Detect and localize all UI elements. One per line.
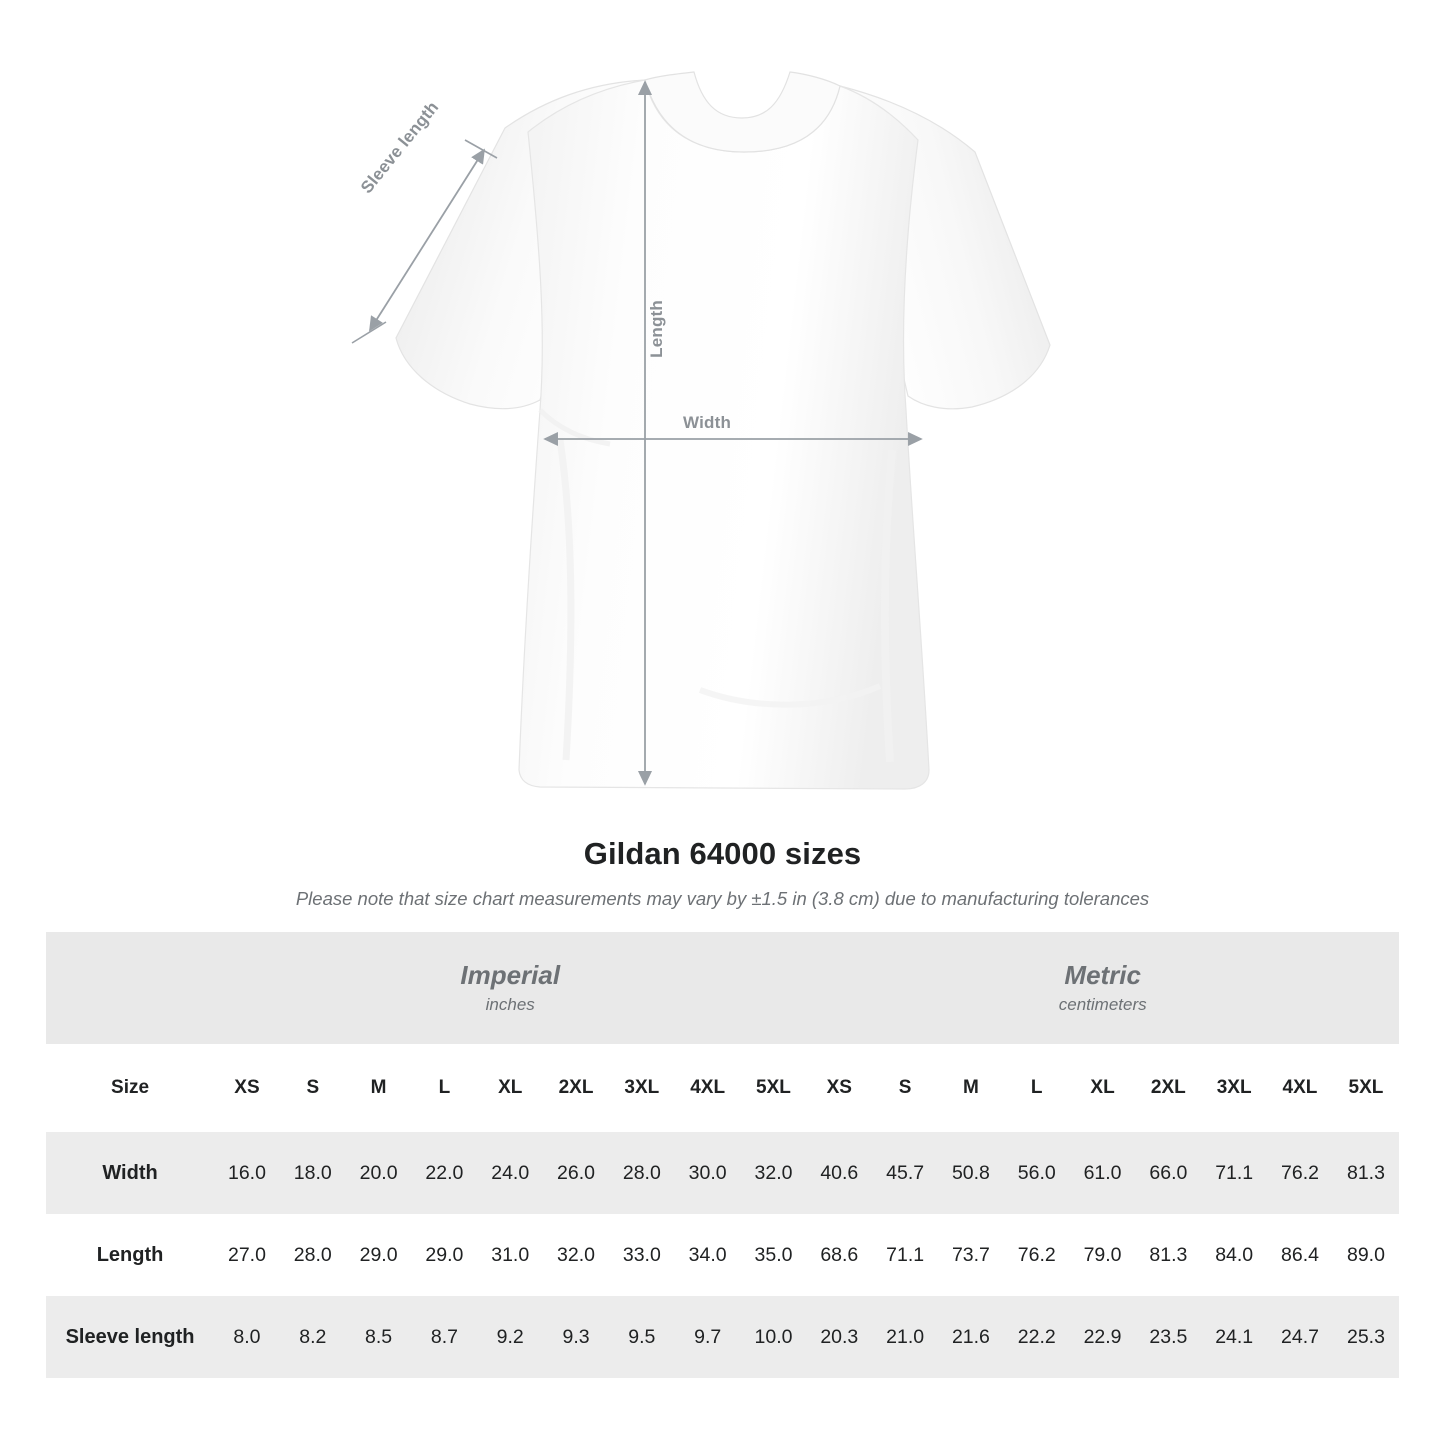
column-header: XS [214,1044,280,1132]
cell: 25.3 [1333,1296,1399,1378]
row-label-sleeve-length: Sleeve length [46,1296,214,1378]
cell: 22.9 [1070,1296,1136,1378]
cell: 8.5 [346,1296,412,1378]
length-label: Length [647,300,666,358]
page-title: Gildan 64000 sizes [583,836,862,871]
cell: 23.5 [1135,1296,1201,1378]
cell: 68.6 [806,1214,872,1296]
cell: 50.8 [938,1132,1004,1214]
cell: 27.0 [214,1214,280,1296]
column-header: 5XL [1333,1044,1399,1132]
unit-imperial-name: Imperial [460,960,561,991]
cell: 32.0 [543,1214,609,1296]
cell: 84.0 [1201,1214,1267,1296]
sleeve-length-label: Sleeve length [357,97,443,197]
cell: 35.0 [741,1214,807,1296]
unit-spacer [46,932,214,1044]
size-table-wrapper [0,932,1445,1378]
cell: 28.0 [280,1214,346,1296]
column-header: 4XL [675,1044,741,1132]
cell: 76.2 [1004,1214,1070,1296]
cell: 8.0 [214,1296,280,1378]
cell: 73.7 [938,1214,1004,1296]
column-header: 2XL [1135,1044,1201,1132]
table-row [46,1214,1399,1296]
column-header: 3XL [609,1044,675,1132]
cell: 21.6 [938,1296,1004,1378]
column-header: L [412,1044,478,1132]
column-header: M [938,1044,1004,1132]
cell: 45.7 [872,1132,938,1214]
cell: 8.7 [412,1296,478,1378]
cell: 20.3 [806,1296,872,1378]
cell: 28.0 [609,1132,675,1214]
table-header-row [46,1044,1399,1132]
cell: 86.4 [1267,1214,1333,1296]
cell: 66.0 [1135,1132,1201,1214]
column-header: 5XL [741,1044,807,1132]
column-header: S [280,1044,346,1132]
cell: 18.0 [280,1132,346,1214]
unit-metric-sub: centimeters [1058,994,1147,1014]
cell: 24.1 [1201,1296,1267,1378]
cell: 24.0 [477,1132,543,1214]
cell: 9.3 [543,1296,609,1378]
column-header: 3XL [1201,1044,1267,1132]
cell: 71.1 [872,1214,938,1296]
unit-metric [806,932,1399,1044]
column-header: L [1004,1044,1070,1132]
column-header: XL [477,1044,543,1132]
cell: 40.6 [806,1132,872,1214]
column-header: 2XL [543,1044,609,1132]
cell: 8.2 [280,1296,346,1378]
column-header: XS [806,1044,872,1132]
tolerance-note: Please note that size chart measurements may vary by ±1.5 in (3.8 cm) due to manufacturing tolerances [295,888,1150,909]
cell: 30.0 [675,1132,741,1214]
cell: 16.0 [214,1132,280,1214]
cell: 9.2 [477,1296,543,1378]
column-header: XL [1070,1044,1136,1132]
cell: 76.2 [1267,1132,1333,1214]
title-block [0,836,1445,910]
cell: 33.0 [609,1214,675,1296]
cell: 89.0 [1333,1214,1399,1296]
column-header-size: Size [46,1044,214,1132]
cell: 29.0 [412,1214,478,1296]
cell: 21.0 [872,1296,938,1378]
cell: 31.0 [477,1214,543,1296]
cell: 9.5 [609,1296,675,1378]
cell: 79.0 [1070,1214,1136,1296]
cell: 22.0 [412,1132,478,1214]
cell: 34.0 [675,1214,741,1296]
cell: 61.0 [1070,1132,1136,1214]
table-row [46,1296,1399,1378]
cell: 20.0 [346,1132,412,1214]
width-label: Width [683,413,732,432]
cell: 81.3 [1135,1214,1201,1296]
cell: 29.0 [346,1214,412,1296]
unit-metric-name: Metric [1064,960,1141,991]
unit-imperial-sub: inches [485,994,535,1014]
column-header: M [346,1044,412,1132]
unit-header-row [46,932,1399,1044]
cell: 24.7 [1267,1296,1333,1378]
cell: 10.0 [741,1296,807,1378]
cell: 26.0 [543,1132,609,1214]
size-chart-table [46,932,1399,1378]
cell: 56.0 [1004,1132,1070,1214]
column-header: 4XL [1267,1044,1333,1132]
cell: 71.1 [1201,1132,1267,1214]
cell: 32.0 [741,1132,807,1214]
cell: 9.7 [675,1296,741,1378]
unit-imperial [214,932,806,1044]
column-header: S [872,1044,938,1132]
cell: 81.3 [1333,1132,1399,1214]
row-label-length: Length [46,1214,214,1296]
cell: 22.2 [1004,1296,1070,1378]
table-row [46,1132,1399,1214]
row-label-width: Width [46,1132,214,1214]
